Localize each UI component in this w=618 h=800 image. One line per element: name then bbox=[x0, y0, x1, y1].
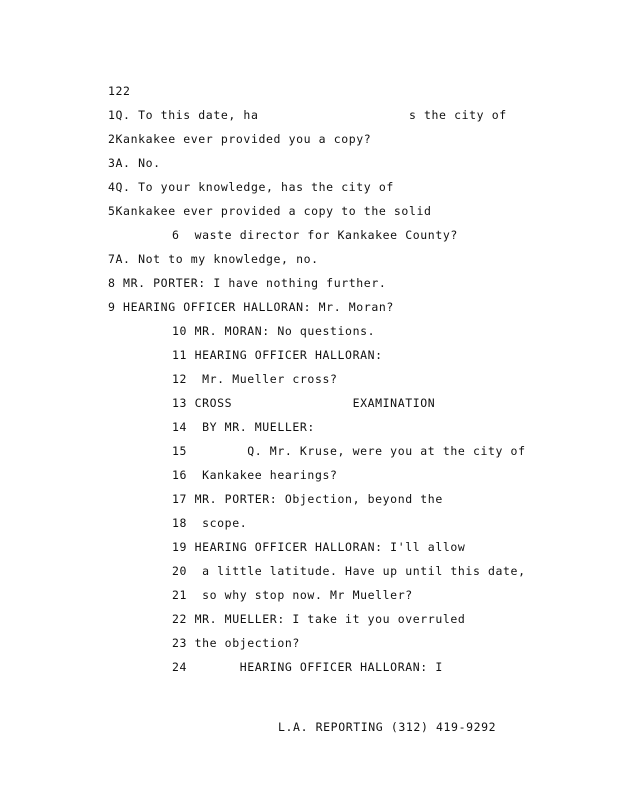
transcript-line-15: 15 Q. Mr. Kruse, were you at the city of bbox=[172, 444, 526, 458]
transcript-line-3: 3A. No. bbox=[108, 156, 161, 170]
transcript-line-11: 11 HEARING OFFICER HALLORAN: bbox=[172, 348, 383, 362]
transcript-line-1: 1Q. To this date, ha s the city of bbox=[108, 108, 507, 122]
transcript-line-5: 5Kankakee ever provided a copy to the solid bbox=[108, 204, 432, 218]
transcript-line-19: 19 HEARING OFFICER HALLORAN: I'll allow bbox=[172, 540, 466, 554]
transcript-line-2: 2Kankakee ever provided you a copy? bbox=[108, 132, 372, 146]
transcript-line-20: 20 a little latitude. Have up until this date, bbox=[172, 564, 526, 578]
transcript-line-17: 17 MR. PORTER: Objection, beyond the bbox=[172, 492, 443, 506]
transcript-line-12: 12 Mr. Mueller cross? bbox=[172, 372, 338, 386]
transcript-line-24: 24 HEARING OFFICER HALLORAN: I bbox=[172, 660, 443, 674]
transcript-line-22: 22 MR. MUELLER: I take it you overruled bbox=[172, 612, 466, 626]
transcript-line-6: 6 waste director for Kankakee County? bbox=[172, 228, 458, 242]
transcript-line-14: 14 BY MR. MUELLER: bbox=[172, 420, 315, 434]
transcript-line-13: 13 CROSS EXAMINATION bbox=[172, 396, 436, 410]
transcript-line-9: 9 HEARING OFFICER HALLORAN: Mr. Moran? bbox=[108, 300, 394, 314]
transcript-line-16: 16 Kankakee hearings? bbox=[172, 468, 338, 482]
transcript-line-7: 7A. Not to my knowledge, no. bbox=[108, 252, 319, 266]
reporter-footer: L.A. REPORTING (312) 419-9292 bbox=[278, 720, 497, 734]
transcript-line-23: 23 the objection? bbox=[172, 636, 300, 650]
transcript-line-8: 8 MR. PORTER: I have nothing further. bbox=[108, 276, 387, 290]
transcript-line-4: 4Q. To your knowledge, has the city of bbox=[108, 180, 394, 194]
transcript-line-18: 18 scope. bbox=[172, 516, 248, 530]
transcript-line-10: 10 MR. MORAN: No questions. bbox=[172, 324, 376, 338]
page-number: 122 bbox=[108, 84, 131, 98]
transcript-line-21: 21 so why stop now. Mr Mueller? bbox=[172, 588, 413, 602]
